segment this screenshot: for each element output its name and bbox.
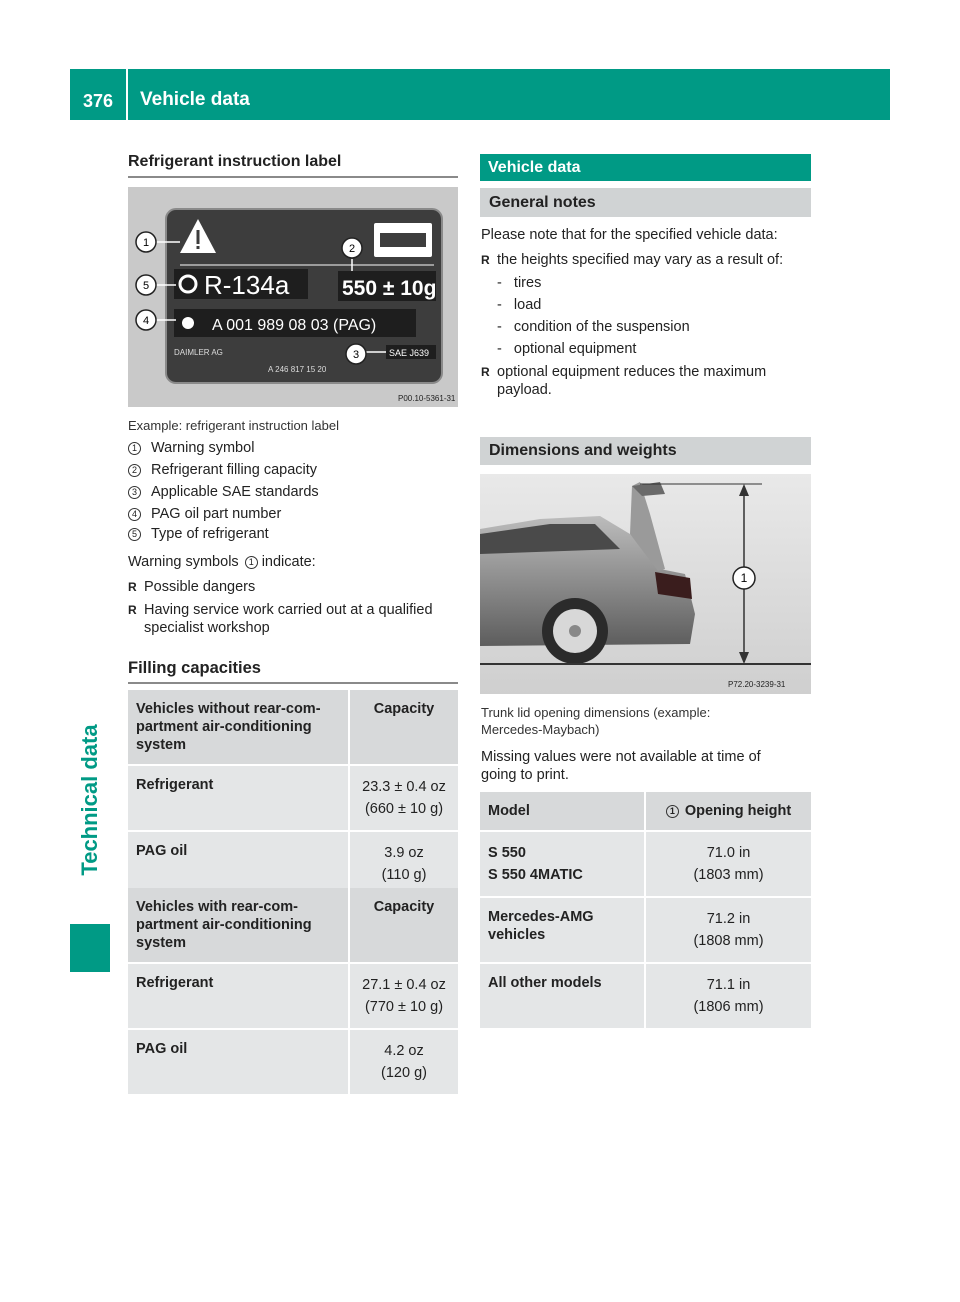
table-header-opening-height: 1 Opening height (646, 792, 811, 832)
car-caption-line2: Mercedes-Maybach) (481, 722, 600, 737)
label-maker-text: DAIMLER AG (174, 348, 223, 357)
trunk-lid-illustration (480, 474, 811, 694)
refrigerant-label-image (128, 187, 458, 407)
refrigerant-label-illustration (128, 187, 458, 407)
table-row: Refrigerant 27.1 ± 0.4 oz (770 ± 10 g) (128, 964, 458, 1030)
label-capacity-text: 550 ± 10g (342, 277, 437, 300)
label-caption: Example: refrigerant instruction label (128, 418, 339, 433)
section-rule (128, 176, 458, 178)
label-number-text: A 246 817 15 20 (268, 365, 327, 374)
side-tab-marker (70, 924, 110, 972)
trunk-lid-image (480, 474, 811, 694)
legend-item: 1 Warning symbol (128, 439, 254, 457)
label-part-number-text: A 001 989 08 03 (PAG) (212, 317, 377, 334)
legend-item: 3 Applicable SAE standards (128, 483, 319, 501)
svg-text:1: 1 (142, 237, 150, 249)
dash-item: - load (497, 297, 542, 313)
label-standard-text: SAE J639 (389, 348, 430, 358)
table-header-model: Model (480, 792, 646, 832)
table-header-capacity: Capacity (350, 690, 458, 766)
dash-item: - optional equipment (497, 341, 637, 357)
legend-item: 5 Type of refrigerant (128, 525, 269, 543)
header-divider (126, 69, 128, 120)
table-header-cell: Vehicles without rear-com- partment air-conditioning system (128, 690, 350, 766)
warning-intro: Warning symbols 1 indicate: (128, 554, 316, 570)
filling-table-with-rear (128, 888, 458, 1096)
legend-item: 4 PAG oil part number (128, 505, 281, 523)
missing-values-line1: Missing values were not available at time of (481, 749, 761, 765)
section-title-refrigerant: Refrigerant instruction label (128, 153, 342, 170)
vehicle-data-banner: Vehicle data (480, 154, 811, 181)
table-row: PAG oil 3.9 oz (110 g) (128, 832, 458, 898)
svg-text:1: 1 (740, 571, 748, 585)
general-intro: Please note that for the specified vehicle data: (481, 227, 778, 243)
callout-1 (733, 567, 755, 589)
page-number: 376 (82, 91, 114, 111)
table-header-capacity: Capacity (350, 888, 458, 964)
dash-item: - condition of the suspension (497, 319, 690, 335)
header-title: Vehicle data (140, 89, 250, 110)
side-tab (70, 640, 110, 970)
side-tab-label: Technical data (77, 724, 102, 876)
dimensions-title: Dimensions and weights (480, 437, 811, 465)
svg-text:2: 2 (348, 243, 356, 255)
label-refrigerant-text: R-134a (204, 270, 290, 300)
svg-text:5: 5 (142, 280, 150, 292)
table-row: All other models 71.1 in (1806 mm) (480, 964, 811, 1030)
table-row: Mercedes-AMG vehicles 71.2 in (1808 mm) (480, 898, 811, 964)
page-header (70, 69, 890, 120)
svg-text:3: 3 (352, 349, 360, 361)
filling-capacities-title: Filling capacities (128, 659, 261, 677)
table-header-cell: Vehicles with rear-com- partment air-conditioning system (128, 888, 350, 964)
section-rule (128, 682, 458, 684)
table-row: PAG oil 4.2 oz (120 g) (128, 1030, 458, 1096)
opening-height-table (480, 792, 811, 1030)
car-ref-code: P72.20-3239-31 (728, 680, 786, 689)
legend-item: 2 Refrigerant filling capacity (128, 461, 317, 479)
svg-text:4: 4 (142, 315, 150, 327)
missing-values-line2: going to print. (481, 767, 569, 783)
dash-item: - tires (497, 275, 542, 291)
filling-table-without-rear (128, 690, 458, 898)
table-row: S 550 S 550 4MATIC 71.0 in (1803 mm) (480, 832, 811, 898)
table-row: Refrigerant 23.3 ± 0.4 oz (660 ± 10 g) (128, 766, 458, 832)
car-caption-line1: Trunk lid opening dimensions (example: (481, 705, 711, 720)
general-notes-title: General notes (480, 188, 811, 217)
label-ref-code: P00.10-5361-31 (398, 394, 456, 403)
